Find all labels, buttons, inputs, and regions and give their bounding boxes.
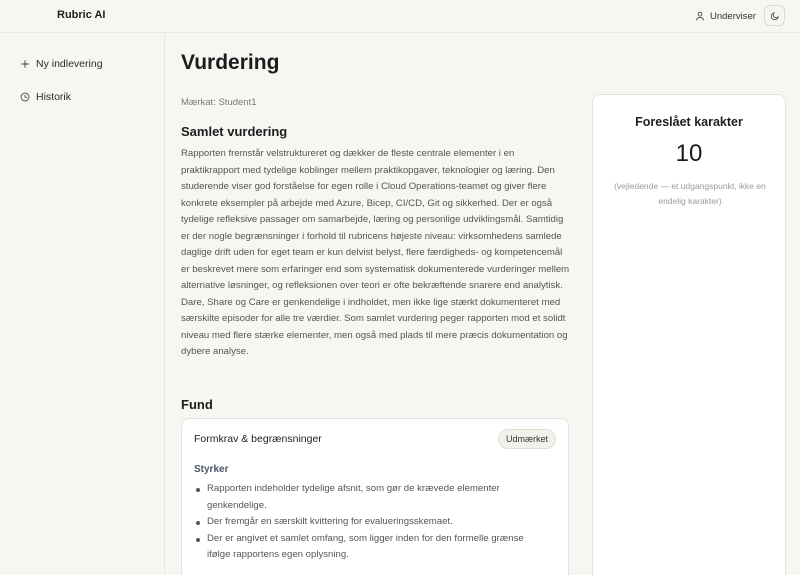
summary-heading: Samlet vurdering — [181, 124, 288, 139]
top-bar — [0, 0, 800, 33]
page-title: Vurdering — [181, 51, 280, 74]
clock-icon — [20, 92, 30, 102]
list-item: Der er angivet et samlet omfang, som ligger inden for den formelle grænse ifølge rapportens egen oplysning. — [194, 531, 534, 564]
sidebar — [0, 33, 165, 575]
brand-logo[interactable]: Rubric AI — [57, 9, 106, 21]
sidebar-item-label: Ny indlevering — [36, 58, 103, 70]
findings-heading: Fund — [181, 397, 213, 412]
strengths-list — [194, 481, 534, 564]
suggested-grade-value: 10 — [675, 140, 703, 167]
grade-disclaimer: (vejledende — et udgangspunkt, ikke en endelig karakter) — [614, 181, 766, 206]
moon-icon — [770, 11, 780, 21]
user-menu[interactable] — [695, 8, 756, 24]
finding-card-title: Formkrav & begrænsninger — [194, 433, 322, 445]
grade-panel-title: Foreslået karakter — [635, 115, 743, 129]
summary-text: Rapporten fremstår velstruktureret og dækker de fleste centrale elementer i en praktikrapport med tydelige koblinger mellem praktikopgaver, teknologier og læring. Den studerende viser god forståelse for egen rolle i Cloud Operations-teamet og giver flere konkrete eksempler på arbejde med Azure, Bicep, CI/CD, Git og sikkerhed. Der er også tydelige refleksive passager om samarbejde, læring og personlige udviklingsmål. Samtidig er der nogle begrænsninger i forhold til rubricens højeste niveau: virksomhedens samlede daglige drift uden for eget team er kun delvist belyst, flere færdigheds- og kompetencemål er beskrevet mere som erfaringer end som systematisk dokumenterede vurderinger mellem alternative løsninger, og refleksionen over teori er ofte bekræftende snarere end analytisk. Dare, Share og Care er genkendelige i indholdet, men ikke lige stærkt dokumenteret med særskilte episoder for alle tre værdier. Som samlet vurdering peger rapporten mod et solidt niveau med flere stærke elementer, men også med plads til mere præcis dokumentation og dybere analyse. — [181, 148, 570, 357]
list-item: Der fremgår en særskilt kvittering for evalueringsskemaet. — [194, 514, 534, 531]
strengths-heading: Styrker — [194, 464, 229, 475]
user-role-label: Underviser — [710, 10, 756, 22]
theme-toggle-button[interactable] — [764, 5, 785, 26]
sidebar-item-history[interactable] — [20, 89, 71, 105]
list-item: Rapporten indeholder tydelige afsnit, som gør de krævede elementer genkendelige. — [194, 481, 534, 514]
suggested-grade-panel — [592, 94, 786, 575]
sidebar-item-label: Historik — [36, 91, 72, 103]
user-icon — [695, 11, 705, 21]
rating-badge: Udmærket — [498, 429, 556, 449]
plus-icon — [20, 59, 30, 69]
student-tag: Mærkat: Student1 — [181, 97, 257, 108]
finding-card — [181, 418, 569, 575]
sidebar-item-new-submission[interactable] — [20, 56, 103, 72]
